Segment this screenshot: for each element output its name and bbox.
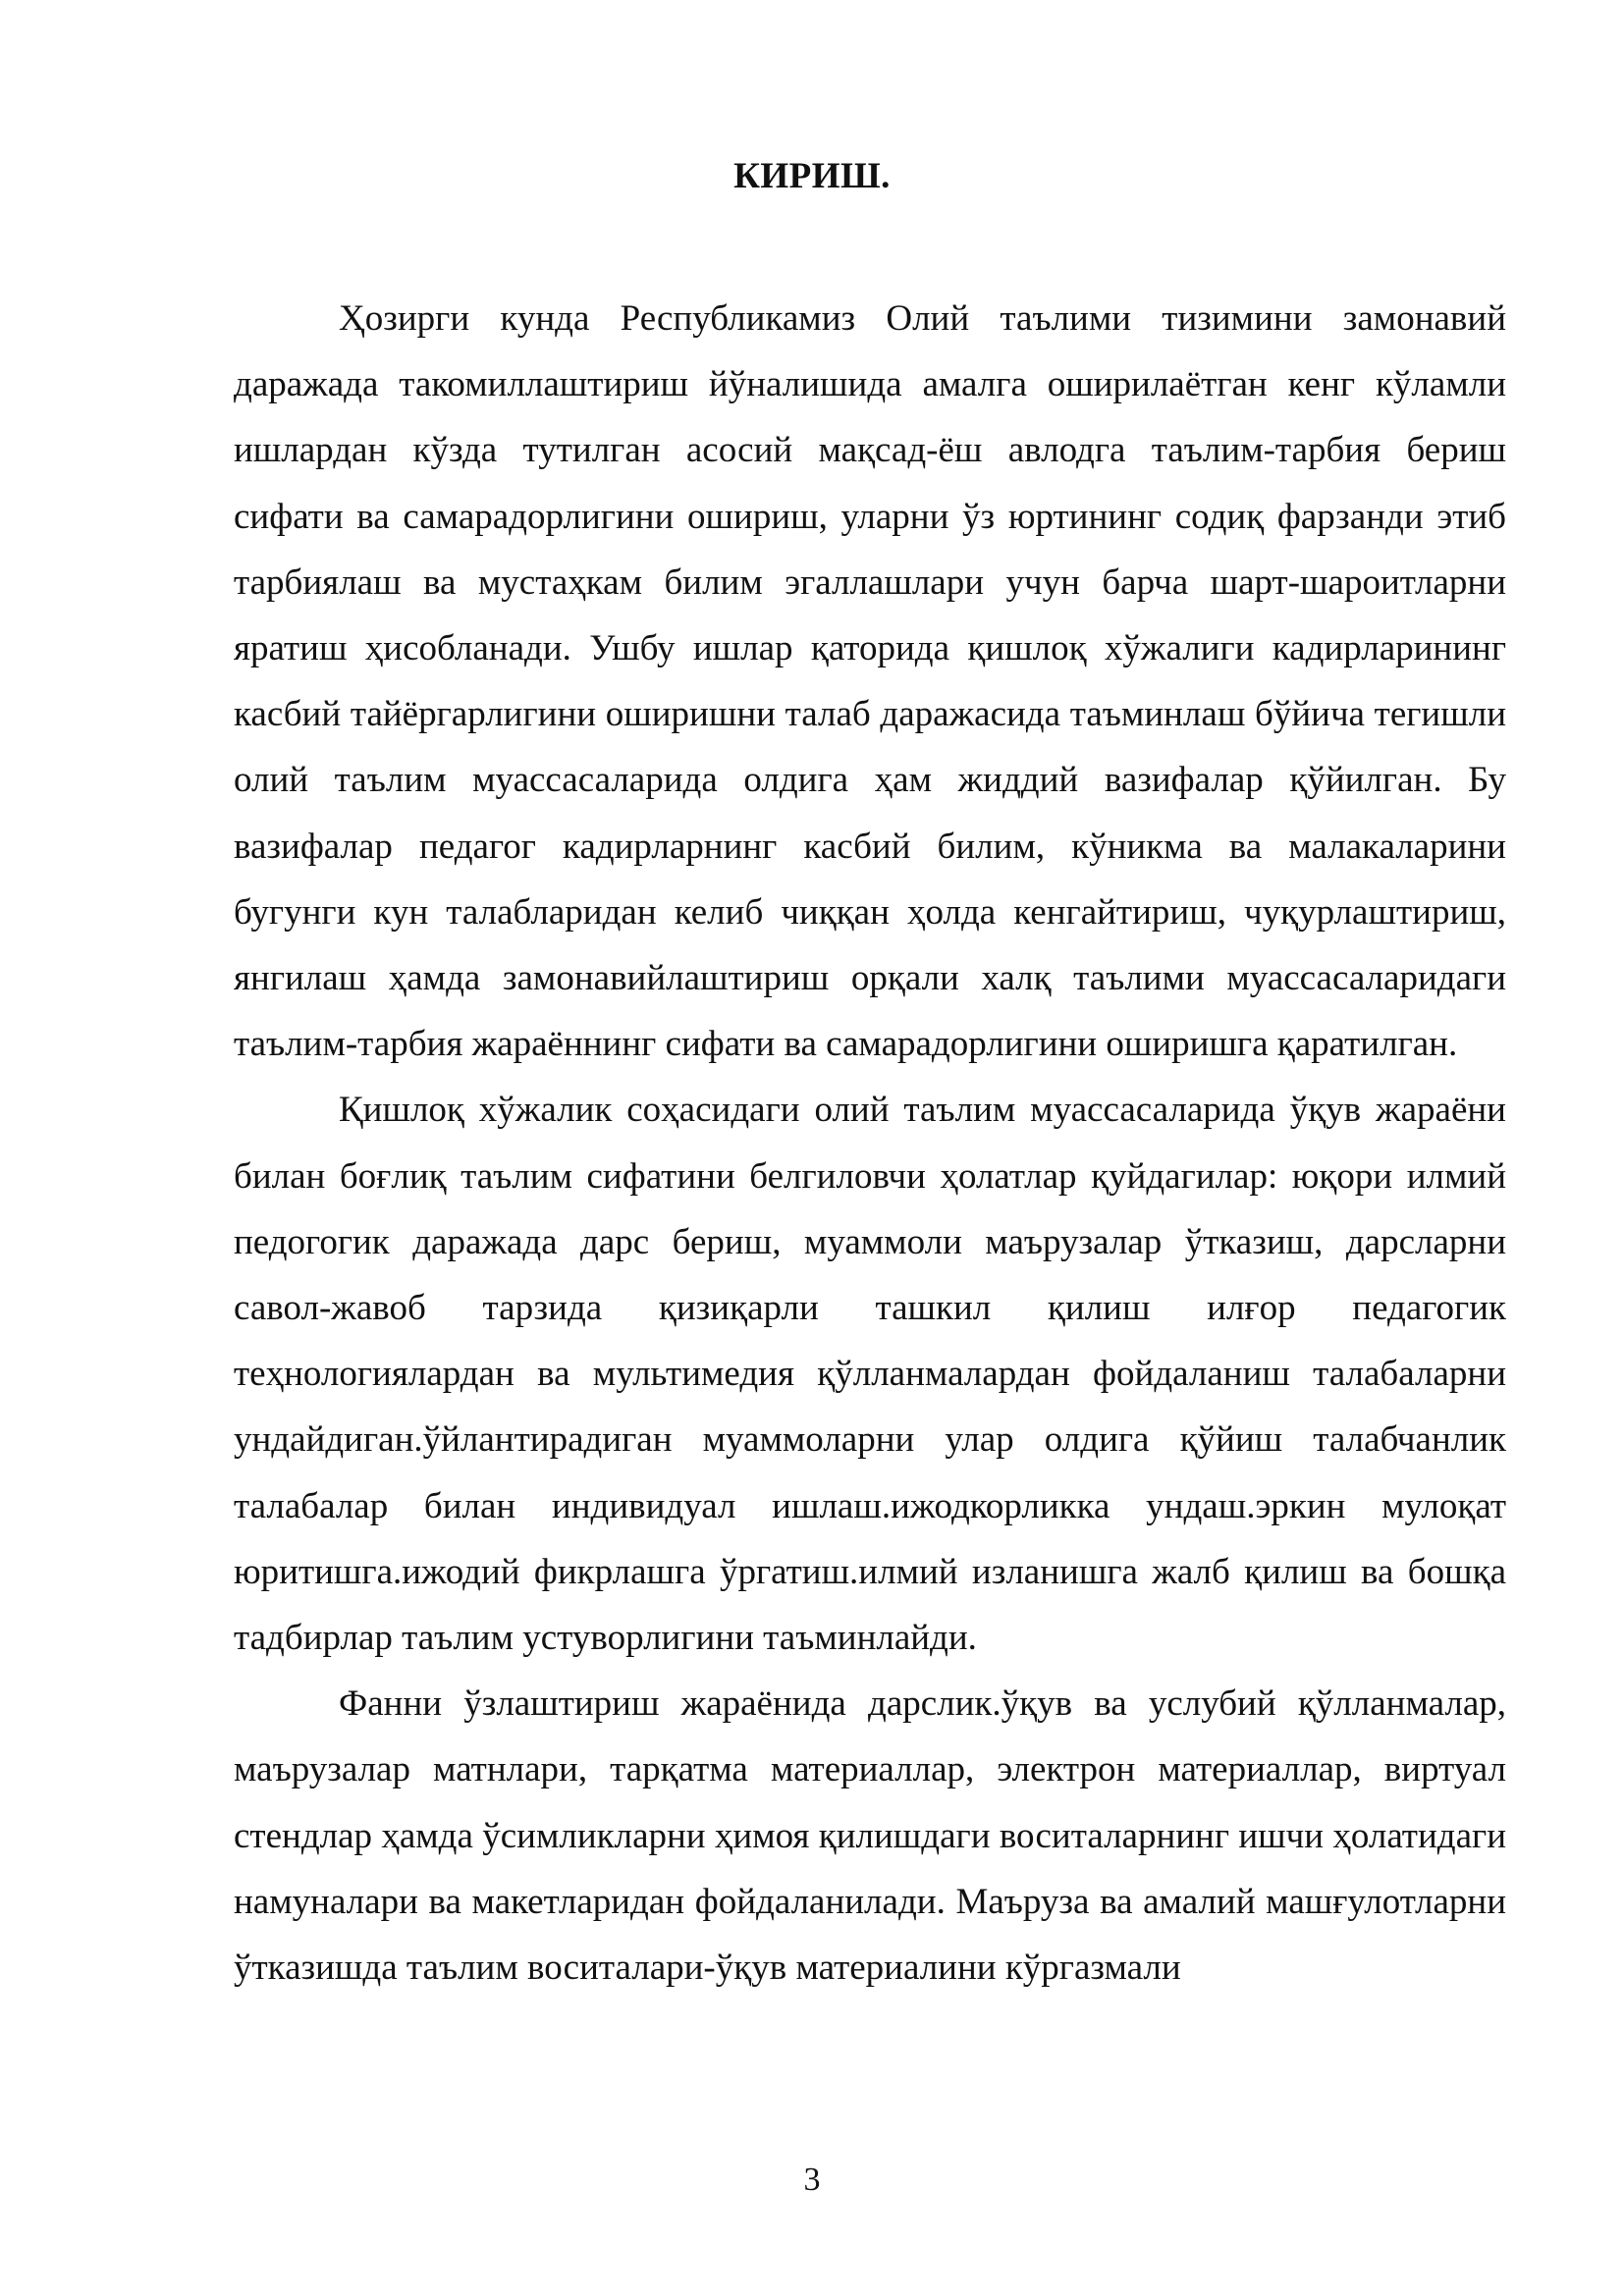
paragraph-3: Фанни ўзлаштириш жараёнида дарслик.ўқув ва услубий қўлланмалар, маърузалар матнлари, тарқатма материаллар, электрон материаллар, виртуал стендлар ҳамда ўсимликларни ҳимоя қилишдаги воситаларнинг ишчи ҳолатидаги намуналари ва макетларидан фойдаланилади. Маъруза ва амалий машғулотларни ўтказишда таълим воситалари-ўқув материалини кўргазмали <box>234 1683 1506 1989</box>
body-text <box>234 286 1506 2001</box>
paragraph-1: Ҳозирги кунда Республикамиз Олий таълими тизимини замонавий даражада такомиллаштириш йўналишида амалга оширилаётган кенг кўламли ишлардан кўзда тутилган асосий мақсад-ёш авлодга таълим-тарбия бериш сифати ва самарадорлигини ошириш, уларни ўз юртининг содиқ фарзанди этиб тарбиялаш ва мустаҳкам билим эгаллашлари учун барча шарт-шароитларни яратиш ҳисобланади. Ушбу ишлар қаторида қишлоқ хўжалиги кадирларининг касбий тайёргарлигини оширишни талаб даражасида таъминлаш бўйича тегишли олий таълим муассасаларида олдига ҳам жиддий вазифалар қўйилган. Бу вазифалар педагог кадирларнинг касбий билим, кўникма ва малакаларини бугунги кун талабларидан келиб чиққан ҳолда кенгайтириш, чуқурлаштириш, янгилаш ҳамда замонавийлаштириш орқали халқ таълими муассасаларидаги таълим-тарбия жараённинг сифати ва самарадорлигини оширишга қаратилган. <box>234 298 1506 1065</box>
page-number: 3 <box>803 2162 821 2198</box>
paragraph-2: Қишлоқ хўжалик соҳасидаги олий таълим муассасаларида ўқув жараёни билан боғлиқ таълим сифатини белгиловчи ҳолатлар қуйдагилар: юқори илмий педогогик даражада дарс бериш, муаммоли маърузалар ўтказиш, дарсларни савол-жавоб тарзида қизиқарли ташкил қилиш илғор педагогик теҳнологиялардан ва мультимедия қўлланмалардан фойдаланиш талабаларни ундайдиган.ўйлантирадиган муаммоларни улар олдига қўйиш талабчанлик талабалар билан индивидуал ишлаш.ижодкорликка ундаш.эркин мулоқат юритишга.ижодий фикрлашга ўргатиш.илмий изланишга жалб қилиш ва бошқа тадбирлар таълим устуворлигини таъминлайди. <box>234 1090 1506 1659</box>
page-title: КИРИШ. <box>733 156 891 196</box>
